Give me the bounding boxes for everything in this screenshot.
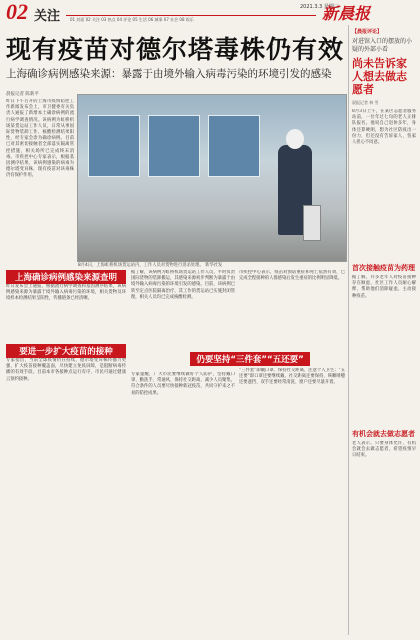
sidebar-kicker: 对进馆入口的摆放的小疑的外部小看 bbox=[352, 38, 413, 53]
photo-window bbox=[88, 115, 140, 177]
sidebar-text-3: 老人表示，只要身体允许，有机会就会去做志愿者，希望疫情早日结束。 bbox=[352, 441, 416, 459]
section-heading-source: 上海确诊病例感染来源查明 bbox=[6, 270, 126, 284]
sidebar-tag: 【晨报评论】 bbox=[352, 29, 383, 35]
sidebar-headline: 尚未告诉家人想去做志愿者 bbox=[352, 57, 407, 96]
section-heading-vaccine: 要进一步扩大疫苗的接种 bbox=[6, 344, 126, 358]
sidebar-text-2: 据了解，许多老年人对疫苗接种存在顾虑，社区工作人员耐心解释，帮助他们消除疑虑，主动接种疫苗。 bbox=[352, 275, 416, 299]
article-subheadline: 上海确诊病例感染来源：暴露于由境外输入病毒污染的环境引发的感染 bbox=[6, 68, 332, 80]
section-strip: 01 封面 02 关注 03 热点 04 评论 05 生活 06 城事 07 社会 08 娱乐 bbox=[70, 17, 194, 22]
page-number: 02 bbox=[6, 0, 28, 24]
section-heading-rules: 仍要坚持“三件套”“五还要” bbox=[190, 352, 310, 366]
photo-worker-head bbox=[286, 129, 304, 149]
article-headline: 现有疫苗对德尔塔毒株仍有效 bbox=[6, 35, 345, 64]
body-column-2: 据了解，该病例为虹桥机场货运站工作人员，平时负责国际货物的装卸搬运，其感染来源初步判断为暴露于由境外输入病毒污染的环境引发的感染。目前，该病例已转至定点医院隔离治疗，其工作的货运站已实施封闭管理，相关人员均已完成核酸检测。 bbox=[131, 270, 235, 300]
vaccine-text: 专家指出，当前全球疫情仍在持续，德尔塔变异株传播力更强，扩大疫苗接种覆盖面，尽快建立免疫屏障，是阻断病毒传播的有效手段。目前本市各接种点运行有序，市民可通过健康云预约接种。 bbox=[6, 358, 126, 382]
paper-logo: 新晨报 bbox=[322, 6, 371, 23]
body-column-2b: 专家提醒，广大市民要继续做好个人防护，坚持戴口罩、勤洗手、常通风、保持社交距离，减少人员聚集，符合条件的人员要尽快接种新冠疫苗，共同守护来之不易的防控成果。 bbox=[131, 372, 235, 396]
news-photo bbox=[77, 94, 347, 262]
photo-window bbox=[148, 115, 200, 177]
body-column-3: 市疾控中心表示，疫苗对预防重症和死亡依然有效，已完成全程接种的人群感染后发生重症的比例明显降低。 bbox=[239, 270, 345, 282]
sidebar-subheading-2: 有机会就去做志愿者 bbox=[352, 430, 415, 438]
rules-text: “三件套”即戴口罩、保持社交距离、注意个人卫生；“五还要”即口罩还要继续戴、社交距离还要保持、咳嗽喷嚏还要遮挡、双手还要经常清洗、窗户还要尽量开着。 bbox=[239, 368, 345, 386]
photo-sprayer bbox=[303, 205, 321, 241]
masthead-rule bbox=[66, 15, 316, 16]
sidebar-subheading-1: 首次接触疫苗为药理 bbox=[352, 264, 415, 272]
sidebar-author: 晨报记者 林 雪 bbox=[352, 100, 379, 105]
source-text: 昨日发布会上通报，根据流行病学调查和基因测序结果，该病例感染来源为暴露于境外输入病毒污染的环境，相关货物及环境样本检测结果呈阳性，传播链条已经清晰。 bbox=[6, 284, 126, 302]
sidebar-text-1: 8月3日上午，在某区志愿者服务站前，一位年过七旬的老人正排队报名。他说自己退休多年，身体还算硬朗，想为社区防疫出一份力，但还没有告诉家人，怕家人担心不同意。 bbox=[352, 109, 416, 146]
issue-date: 2021.3.3 星期三 bbox=[300, 4, 339, 10]
lead-text: 昨日下午召开的上海市疫情防控工作新闻发布会上，市卫健委有关负责人通报了新增本土确诊病例的流行病学调查情况。该病例为虹桥机场某货运站工作人员，日常从事国际货物装卸工作，核酸检测结果阳性，经专家会诊为确诊病例。目前已对其密切接触者全部落实隔离管控措施，相关场所已完成终末消毒。市疾控中心专家表示，根据基因测序结果，该病例感染的病毒为德尔塔变异株，现有疫苗对该毒株仍有保护作用。 bbox=[6, 99, 74, 179]
section-label: 关注 bbox=[34, 9, 61, 24]
column-divider bbox=[348, 25, 349, 635]
sidebar bbox=[352, 28, 416, 551]
photo-window bbox=[208, 115, 260, 177]
byline: 晨报记者 陈新平 bbox=[6, 92, 39, 97]
photo-caption: 8月4日，上海虹桥机场货运站内，工作人员对货物进行消杀处理。 新华社发 bbox=[78, 263, 223, 268]
masthead bbox=[0, 0, 420, 22]
